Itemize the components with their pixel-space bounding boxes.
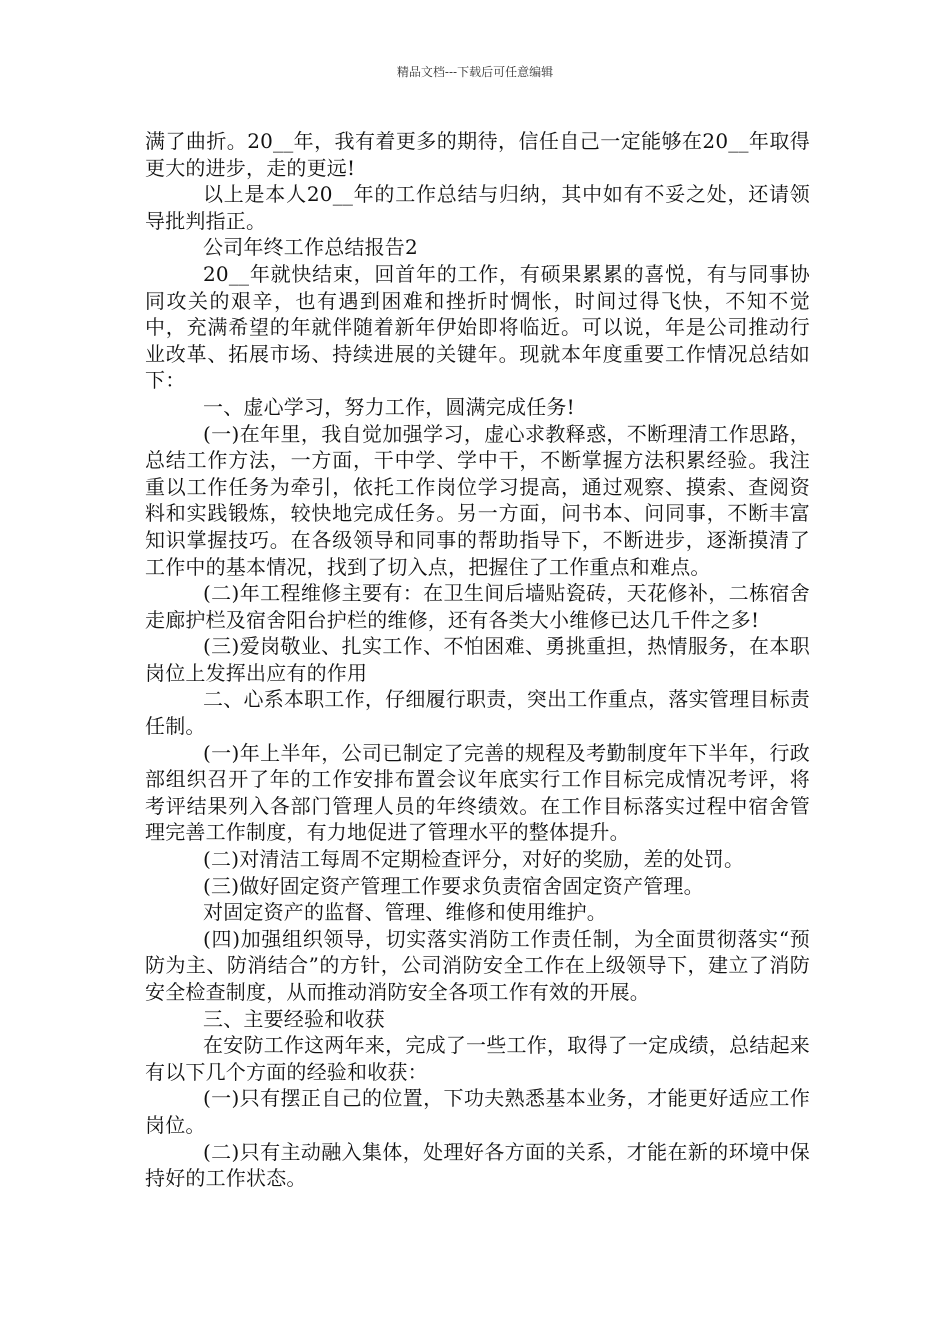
section-heading: 二、心系本职工作，仔细履行职责，突出工作重点，落实管理目标责任制。 xyxy=(145,687,810,739)
paragraph: (一)只有摆正自己的位置，下功夫熟悉基本业务，才能更好适应工作岗位。 xyxy=(145,1086,810,1137)
paragraph: (一)年上半年，公司已制定了完善的规程及考勤制度年下半年，行政部组织召开了年的工作安排布置会议年底实行工作目标完成情况考评，将考评结果列入各部门管理人员的年终绩效。在工作目标落实过程中宿舍管理完善工作制度，有力地促进了管理水平的整体提升。 xyxy=(145,740,810,845)
section-heading: 一、虚心学习，努力工作，圆满完成任务! xyxy=(203,394,575,419)
section-heading: 三、主要经验和收获 xyxy=(203,1006,385,1031)
document-body xyxy=(145,128,810,1192)
paragraph: 对固定资产的监督、管理、维修和使用维护。 xyxy=(203,900,607,925)
section-title: 公司年终工作总结报告2 xyxy=(203,235,418,260)
paragraph: (二)对清洁工每周不定期检查评分，对好的奖励，差的处罚。 xyxy=(203,847,745,872)
paragraph: 以上是本人20__年的工作总结与归纳，其中如有不妥之处，还请领导批判指正。 xyxy=(145,182,810,233)
paragraph: (二)只有主动融入集体，处理好各方面的关系，才能在新的环境中保持好的工作状态。 xyxy=(145,1139,810,1191)
paragraph: (三)爱岗敬业、扎实工作、不怕困难、勇挑重担，热情服务，在本职岗位上发挥出应有的作用 xyxy=(145,634,810,685)
paragraph: 20__年就快结束，回首年的工作，有硕果累累的喜悦，有与同事协同攻关的艰辛，也有遇到困难和挫折时惆怅，时间过得飞快，不知不觉中，充满希望的年就伴随着新年伊始即将临近。可以说，年是公司推动行业改革、拓展市场、持续进展的关键年。现就本年度重要工作情况总结如下： xyxy=(145,261,810,393)
page-header: 精品文档---下载后可任意编辑 xyxy=(396,65,554,79)
paragraph: (四)加强组织领导，切实落实消防工作责任制，为全面贯彻落实“预防为主、防消结合”的方针，公司消防安全工作在上级领导下，建立了消防安全检查制度，从而推动消防安全各项工作有效的开展。 xyxy=(145,926,810,1004)
paragraph: (一)在年里，我自觉加强学习，虚心求教释惑，不断理清工作思路，总结工作方法，一方面，干中学、学中干，不断掌握方法积累经验。我注重以工作任务为牵引，依托工作岗位学习提高，通过观察、摸索、查阅资料和实践锻炼，较快地完成任务。另一方面，问书本、问同事，不断丰富知识掌握技巧。在各级领导和同事的帮助指导下，不断进步，逐渐摸清了工作中的基本情况，找到了切入点，把握住了工作重点和难点。 xyxy=(145,421,810,579)
paragraph: (三)做好固定资产管理工作要求负责宿舍固定资产管理。 xyxy=(203,873,704,898)
paragraph: (二)年工程维修主要有：在卫生间后墙贴瓷砖，天花修补，二栋宿舍走廊护栏及宿舍阳台护栏的维修，还有各类大小维修已达几千件之多! xyxy=(145,581,810,632)
paragraph: 在安防工作这两年来，完成了一些工作，取得了一定成绩，总结起来有以下几个方面的经验和收获： xyxy=(145,1033,810,1084)
paragraph: 满了曲折。20__年，我有着更多的期待，信任自己一定能够在20__年取得更大的进步，走的更远! xyxy=(145,129,810,180)
